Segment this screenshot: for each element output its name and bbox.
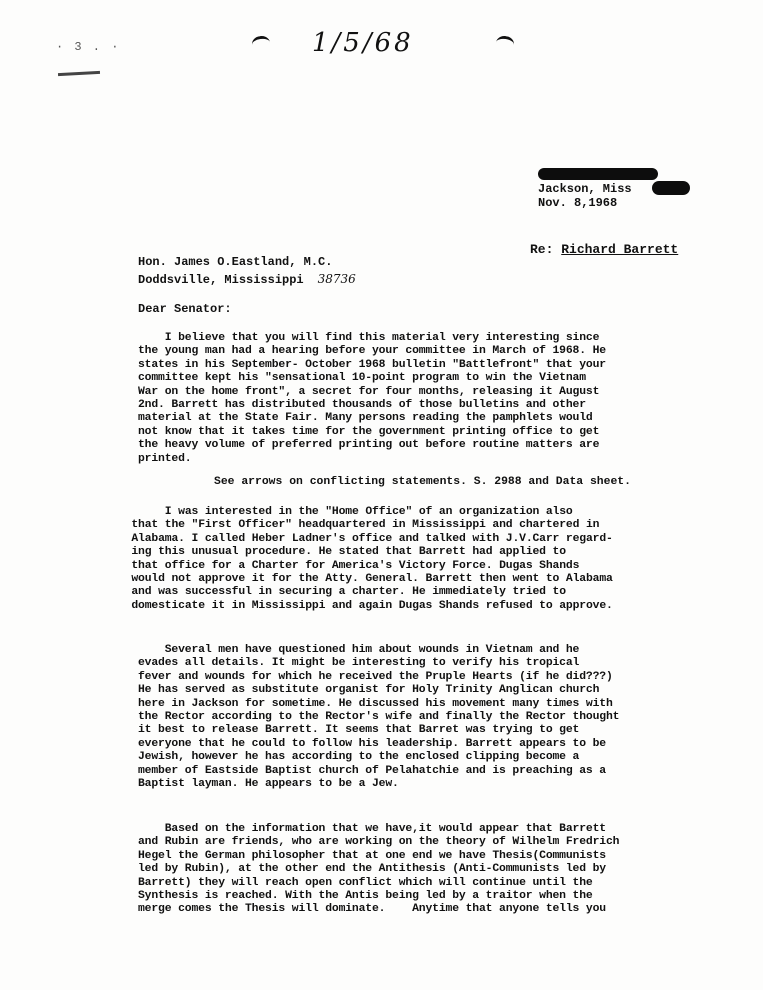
re-name: Richard Barrett: [561, 242, 679, 257]
paragraph-3: Several men have questioned him about wounds in Vietnam and he evades all details. It might be interesting to verify his tropical fever and wounds for which he received the Pruple Hearts (if he did???) He has served as substitute organist for Holy Trinity Anglican church here in Jackson for sometime. He discussed his movement many times with the Rector according to the Rector's wife and finally the Rector thought it best to release Barrett. It seems that Barret was trying to get everyone that he could to follow his leadership. Barrett appears to be Jewish, however he has according to the enclosed clipping become a member of Eastside Baptist church of Pelahatchie and is preaching as a Baptist layman. He appears to be a Jew.: [138, 644, 620, 791]
hole-punch-mark-right: [495, 35, 515, 52]
redaction-bar: [652, 181, 690, 195]
paragraph-1-note: See arrows on conflicting statements. S. 2988 and Data sheet.: [214, 476, 631, 488]
addressee-line1: Hon. James O.Eastland, M.C.: [138, 255, 333, 269]
scan-dash: [58, 71, 100, 76]
sender-date: Nov. 8,1968: [538, 196, 618, 210]
sender-city: Jackson, Miss: [538, 182, 632, 196]
paragraph-1: I believe that you will find this material very interesting since the young man had a hearing before your committee in March of 1968. He states in his September- October 1968 bulletin "Battlefront" that your committee kept his "sensational 10-point program to win the Vietnam War on the home front", a secret for four months, releasing it August 2nd. Barrett has distributed thousands of those bulletins and other material at the State Fair. Many persons reading the pamphlets would not know that it takes time for the government printing office to get the heavy volume of preferred printing out before routine matters are printed.: [138, 332, 606, 465]
re-label: Re:: [530, 242, 554, 257]
sender-block: [538, 182, 632, 210]
hole-punch-mark-left: [251, 35, 271, 52]
redaction-bar: [538, 168, 658, 180]
re-line: [530, 242, 678, 257]
addressee-city: Doddsville, Mississippi: [138, 273, 304, 287]
addressee-line2: [138, 271, 356, 289]
handwritten-date: 1/5/68: [312, 28, 414, 58]
scan-mark: · 3 . ·: [56, 40, 121, 54]
paragraph-4: Based on the information that we have,it would appear that Barrett and Rubin are friends, who are working on the theory of Wilhelm Fredrich Hegel the German philosopher that at one end we have Thesis(Communists led by Rubin), at the other end the Antithesis (Anti-Communists led by Barrett) they will reach open conflict which will continue until the Synthesis is reached. With the Antis being led by a traitor when the merge comes the Thesis will dominate. Anytime that anyone tells you: [138, 823, 620, 916]
addressee-block: [138, 254, 356, 289]
paragraph-2: I was interested in the "Home Office" of an organization also that the "First Officer" headquartered in Mississippi and chartered in Alabama. I called Heber Ladner's office and talked with J.V.Carr regard- ing this unusual procedure. He stated that Barrett had applied to that office for a Charter for America's Victory Force. Dugas Shands would not approve it for the Atty. General. Barrett then went to Alabama and was successful in securing a charter. He immediately tried to domesticate it in Mississippi and again Dugas Shands refused to approve.: [131, 506, 613, 612]
addressee-zip: 38736: [317, 272, 356, 286]
salutation: Dear Senator:: [138, 302, 232, 316]
